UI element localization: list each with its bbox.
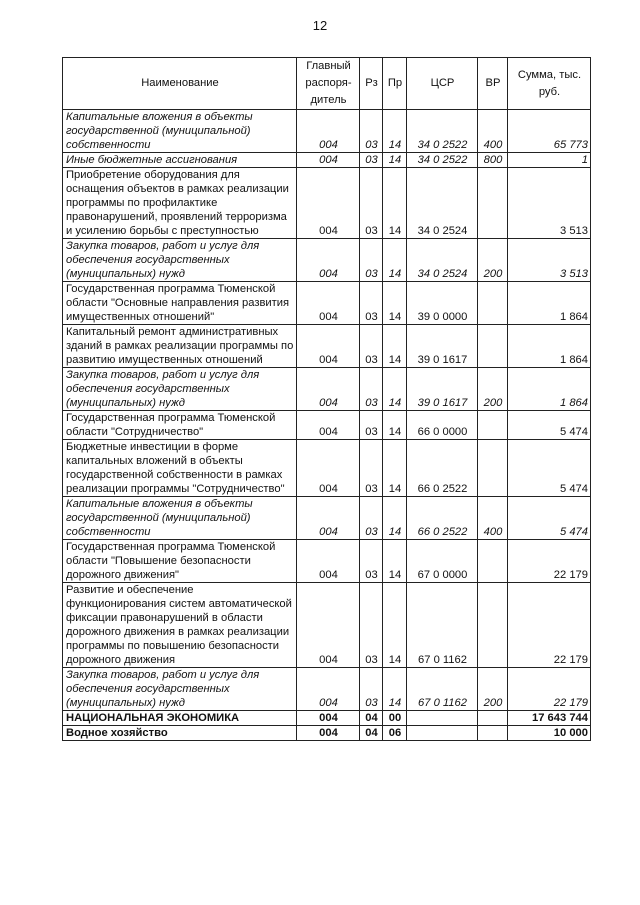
- row-rz: 03: [360, 411, 383, 440]
- row-gr: 004: [297, 411, 360, 440]
- row-rz: 03: [360, 668, 383, 711]
- row-gr: 004: [297, 153, 360, 168]
- table-row: [63, 440, 591, 497]
- row-gr: 004: [297, 668, 360, 711]
- row-csr: 66 0 2522: [407, 497, 478, 540]
- row-csr: 66 0 0000: [407, 411, 478, 440]
- row-csr: 39 0 1617: [407, 325, 478, 368]
- row-sum: 1: [508, 153, 591, 168]
- header-target-article: ЦСР: [407, 58, 478, 110]
- row-rz: 03: [360, 540, 383, 583]
- row-rz: 03: [360, 440, 383, 497]
- row-sum: 1 864: [508, 282, 591, 325]
- row-rz: 04: [360, 711, 383, 726]
- row-csr: 67 0 1162: [407, 668, 478, 711]
- row-vr: [478, 282, 508, 325]
- table-header-row: [63, 58, 591, 110]
- row-name: Государственная программа Тюменской области "Повышение безопасности дорожного движения": [63, 540, 297, 583]
- row-name: Приобретение оборудования для оснащения объектов в рамках реализации программы по профилактике правонарушений, проявлений терроризма и усилению борьбы с преступностью: [63, 168, 297, 239]
- row-sum: 5 474: [508, 440, 591, 497]
- row-name: Закупка товаров, работ и услуг для обеспечения государственных (муниципальных) нужд: [63, 368, 297, 411]
- table-row: [63, 726, 591, 741]
- row-csr: 34 0 2522: [407, 153, 478, 168]
- row-rz: 03: [360, 325, 383, 368]
- row-pr: 14: [383, 282, 407, 325]
- row-gr: 004: [297, 239, 360, 282]
- row-pr: 14: [383, 440, 407, 497]
- header-section: Рз: [360, 58, 383, 110]
- row-name: Водное хозяйство: [63, 726, 297, 741]
- row-vr: [478, 583, 508, 668]
- row-gr: 004: [297, 282, 360, 325]
- table-row: [63, 368, 591, 411]
- row-pr: 14: [383, 668, 407, 711]
- row-name: Развитие и обеспечение функционирования систем автоматической фиксации правонарушений в области дорожного движения в рамках реализации программы по повышению безопасности дорожного движения: [63, 583, 297, 668]
- table-row: [63, 540, 591, 583]
- row-rz: 03: [360, 583, 383, 668]
- row-csr: 34 0 2524: [407, 239, 478, 282]
- row-sum: 5 474: [508, 411, 591, 440]
- row-rz: 03: [360, 153, 383, 168]
- row-name: НАЦИОНАЛЬНАЯ ЭКОНОМИКА: [63, 711, 297, 726]
- page-number: 12: [312, 18, 328, 33]
- row-pr: 14: [383, 153, 407, 168]
- row-sum: 65 773: [508, 110, 591, 153]
- row-pr: 14: [383, 239, 407, 282]
- table-row: [63, 497, 591, 540]
- row-pr: 14: [383, 540, 407, 583]
- row-name: Бюджетные инвестиции в форме капитальных вложений в объекты государственной собственности в рамках реализации программы "Сотрудничество": [63, 440, 297, 497]
- row-sum: 10 000: [508, 726, 591, 741]
- table-row: [63, 411, 591, 440]
- row-rz: 03: [360, 368, 383, 411]
- row-csr: 66 0 2522: [407, 440, 478, 497]
- row-sum: 1 864: [508, 368, 591, 411]
- row-gr: 004: [297, 583, 360, 668]
- row-pr: 14: [383, 325, 407, 368]
- row-pr: 00: [383, 711, 407, 726]
- row-vr: [478, 711, 508, 726]
- row-name: Закупка товаров, работ и услуг для обеспечения государственных (муниципальных) нужд: [63, 239, 297, 282]
- row-gr: 004: [297, 440, 360, 497]
- budget-table: [62, 57, 591, 741]
- row-gr: 004: [297, 168, 360, 239]
- row-gr: 004: [297, 497, 360, 540]
- row-csr: [407, 711, 478, 726]
- table-row: [63, 110, 591, 153]
- table-row: [63, 668, 591, 711]
- header-subsection: Пр: [383, 58, 407, 110]
- table-row: [63, 239, 591, 282]
- row-sum: 22 179: [508, 668, 591, 711]
- row-sum: 17 643 744: [508, 711, 591, 726]
- row-pr: 14: [383, 110, 407, 153]
- row-vr: [478, 168, 508, 239]
- row-sum: 3 513: [508, 239, 591, 282]
- row-csr: [407, 726, 478, 741]
- row-pr: 14: [383, 583, 407, 668]
- header-amount: Сумма, тыс. руб.: [508, 58, 591, 110]
- row-vr: [478, 325, 508, 368]
- row-name: Капитальный ремонт административных зданий в рамках реализации программы по развитию имущественных отношений: [63, 325, 297, 368]
- table-row: [63, 711, 591, 726]
- row-name: Закупка товаров, работ и услуг для обеспечения государственных (муниципальных) нужд: [63, 668, 297, 711]
- table-row: [63, 153, 591, 168]
- row-gr: 004: [297, 110, 360, 153]
- row-csr: 39 0 1617: [407, 368, 478, 411]
- row-vr: [478, 540, 508, 583]
- table-row: [63, 325, 591, 368]
- table-row: [63, 168, 591, 239]
- row-name: Государственная программа Тюменской области "Основные направления развития имущественных отношений": [63, 282, 297, 325]
- row-vr: 400: [478, 497, 508, 540]
- row-pr: 14: [383, 368, 407, 411]
- row-vr: [478, 411, 508, 440]
- row-vr: 400: [478, 110, 508, 153]
- row-csr: 34 0 2524: [407, 168, 478, 239]
- row-vr: 200: [478, 239, 508, 282]
- row-sum: 5 474: [508, 497, 591, 540]
- row-gr: 004: [297, 711, 360, 726]
- row-pr: 14: [383, 497, 407, 540]
- table-row: [63, 282, 591, 325]
- row-csr: 39 0 0000: [407, 282, 478, 325]
- header-chief-manager: Главный распоря-дитель: [297, 58, 360, 110]
- row-rz: 03: [360, 239, 383, 282]
- row-sum: 22 179: [508, 540, 591, 583]
- row-vr: [478, 726, 508, 741]
- row-csr: 34 0 2522: [407, 110, 478, 153]
- row-gr: 004: [297, 368, 360, 411]
- row-gr: 004: [297, 325, 360, 368]
- row-rz: 03: [360, 168, 383, 239]
- row-vr: 200: [478, 368, 508, 411]
- row-name: Капитальные вложения в объекты государственной (муниципальной) собственности: [63, 497, 297, 540]
- row-sum: 3 513: [508, 168, 591, 239]
- row-rz: 03: [360, 282, 383, 325]
- row-rz: 04: [360, 726, 383, 741]
- row-name: Иные бюджетные ассигнования: [63, 153, 297, 168]
- row-pr: 06: [383, 726, 407, 741]
- row-name: Государственная программа Тюменской области "Сотрудничество": [63, 411, 297, 440]
- row-rz: 03: [360, 497, 383, 540]
- row-vr: 200: [478, 668, 508, 711]
- row-pr: 14: [383, 411, 407, 440]
- header-name: Наименование: [63, 58, 297, 110]
- table-row: [63, 583, 591, 668]
- row-name: Капитальные вложения в объекты государственной (муниципальной) собственности: [63, 110, 297, 153]
- row-pr: 14: [383, 168, 407, 239]
- row-rz: 03: [360, 110, 383, 153]
- header-expense-type: ВР: [478, 58, 508, 110]
- row-gr: 004: [297, 726, 360, 741]
- row-sum: 1 864: [508, 325, 591, 368]
- row-vr: 800: [478, 153, 508, 168]
- row-gr: 004: [297, 540, 360, 583]
- row-csr: 67 0 1162: [407, 583, 478, 668]
- row-csr: 67 0 0000: [407, 540, 478, 583]
- row-sum: 22 179: [508, 583, 591, 668]
- row-vr: [478, 440, 508, 497]
